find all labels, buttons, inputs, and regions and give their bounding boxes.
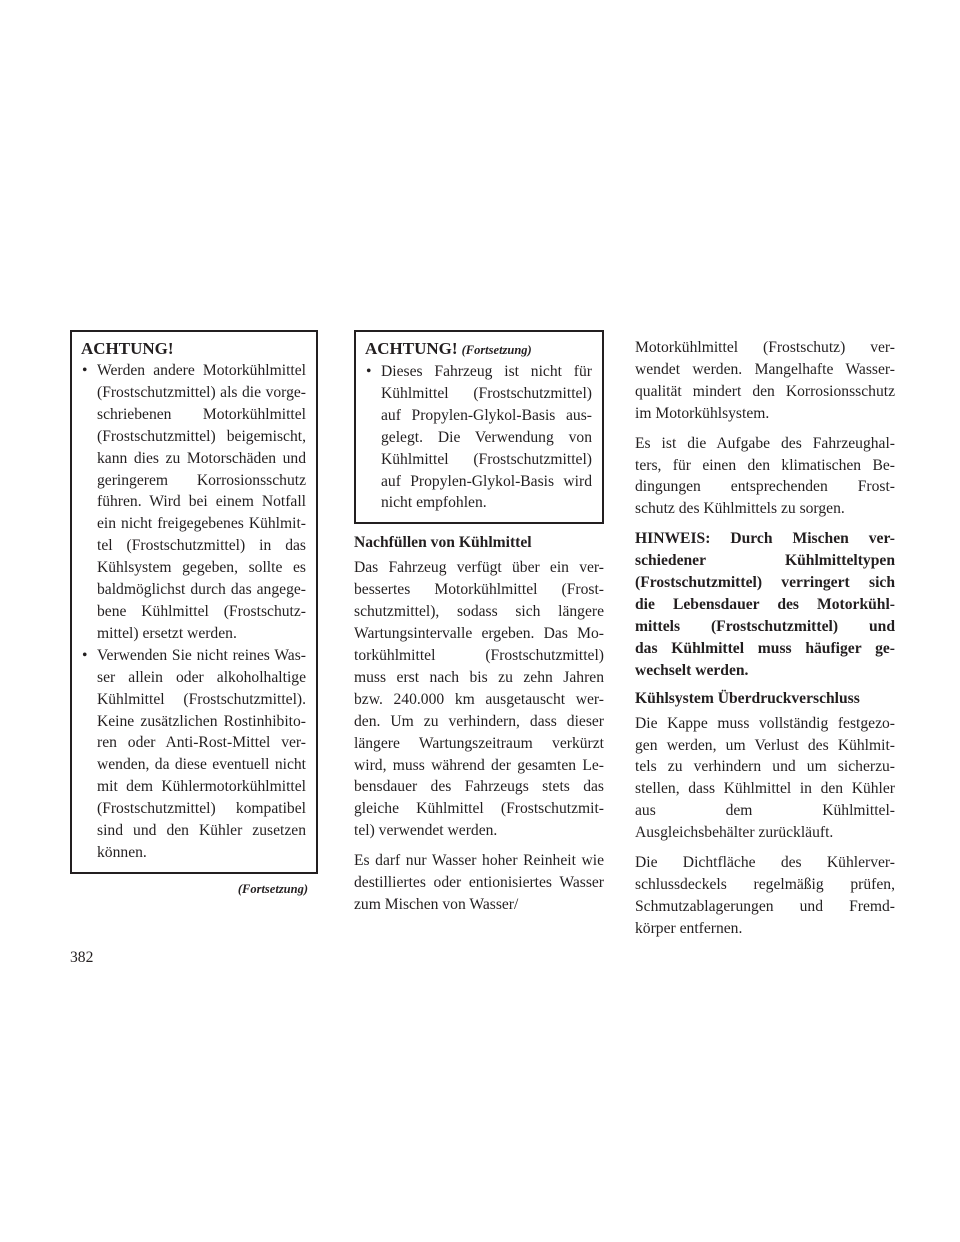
text-line: Es darf nur Wasser hoher Reinheit wie [354, 852, 604, 870]
text-line: mit dem Kühlermotorkühlmittel [97, 778, 306, 796]
text-line: ren oder Anti-Rost-Mittel ver- [97, 734, 306, 752]
text-line: aus dem Kühlmittel- [635, 802, 895, 820]
text-line: • Verwenden Sie nicht reines Was- [97, 646, 306, 664]
column-3 [635, 337, 895, 940]
text-line: wechselt werden. [635, 661, 749, 679]
text-line: Kühlsystem gegeben, sollte es [97, 559, 306, 577]
text-line: wendet werden. Mangelhafte Wasser- [635, 360, 895, 378]
paragraph [635, 713, 895, 844]
text-line: ein nicht freigegebenes Kühlmit- [97, 515, 306, 533]
text-line: destilliertes oder entionisiertes Wasser [354, 874, 604, 892]
text-line: schutz des Kühlmittels zu sorgen. [635, 500, 845, 518]
text-line: ters, für einen den klimatischen Be- [635, 456, 895, 474]
text-line: tel) verwendet werden. [354, 822, 498, 840]
text-line: das Kühlmittel muss häufiger ge- [635, 639, 895, 657]
column-2 [354, 330, 604, 916]
text-line: Ausgleichsbehälter zurückläuft. [635, 824, 834, 842]
text-line: qualität mindert den Korrosionsschutz [635, 382, 895, 400]
section-heading: Nachfüllen von Kühlmittel [354, 534, 532, 552]
paragraph [635, 852, 895, 940]
text-line: • Werden andere Motorkühlmittel [97, 362, 306, 379]
bullet-item [81, 360, 306, 645]
text-line: schlussdeckels regelmäßig prüfen, [635, 875, 895, 893]
paragraph [354, 557, 604, 842]
text-line: auf Propylen-Glykol-Basis aus- [381, 406, 592, 424]
warning-title [365, 338, 592, 361]
text-line: Motorkühlmittel (Frostschutz) ver- [635, 339, 895, 356]
warning-box [70, 330, 318, 874]
text-line: Das Fahrzeug verfügt über ein ver- [354, 559, 604, 577]
text-line: mittel) ersetzt werden. [97, 624, 237, 642]
text-line: geringerem Korrosionsschutz [97, 471, 306, 489]
text-line: ser allein oder alkoholhaltige [97, 668, 306, 686]
text-line: kann dies zu Motorschäden und [97, 449, 306, 467]
text-line: gleiche Kühlmittel (Frostschutzmit- [354, 800, 604, 818]
bullet-item [365, 361, 592, 514]
continued-suffix: (Fortsetzung) [461, 343, 532, 357]
section-heading: Kühlsystem Überdruckverschluss [635, 689, 860, 707]
text-line: nicht empfohlen. [381, 494, 487, 512]
warning-title: ACHTUNG! [81, 339, 174, 358]
text-line: körper entfernen. [635, 919, 743, 937]
paragraph [354, 850, 604, 916]
text-line: Kühlmittel (Frostschutzmittel). [97, 690, 306, 708]
text-line: sind und den Kühler zusetzen [97, 822, 306, 840]
text-line: im Motorkühlsystem. [635, 404, 770, 422]
text-line: Die Dichtfläche des Kühlerver- [635, 854, 895, 872]
text-line: tel (Frostschutzmittel) in das [97, 537, 306, 555]
text-line: tels zu verhindern und um sicherzu- [635, 758, 895, 776]
text-line: Schmutzablagerungen und Fremd- [635, 897, 895, 915]
text-line: schutzmittel), sodass sich längere [354, 603, 604, 621]
text-line: bessertes Motorkühlmittel (Frost- [354, 581, 604, 599]
text-line: wenden, da diese eventuell nicht [97, 756, 306, 774]
bullet-item [81, 645, 306, 864]
paragraph [635, 433, 895, 521]
text-line: auf Propylen-Glykol-Basis wird [381, 472, 592, 490]
text-line: HINWEIS: Durch Mischen ver- [635, 530, 895, 548]
text-line: wird, muss während der gesamten Le- [354, 756, 604, 774]
text-line: Kühlmittel (Frostschutzmittel) [381, 450, 592, 468]
text-line: bensdauer des Fahrzeugs stets das [354, 778, 604, 796]
text-line: führen. Wird bei einem Notfall [97, 493, 306, 511]
text-line: Es ist die Aufgabe des Fahrzeughal- [635, 434, 895, 452]
page-number: 382 [70, 949, 94, 966]
text-line: baldmöglichst durch das angege- [97, 581, 306, 599]
text-line: dingungen entsprechenden Frost- [635, 478, 895, 496]
text-line: stellen, dass Kühlmittel in den Kühler [635, 780, 895, 798]
warning-box-continued [354, 330, 604, 524]
text-line: gen werden, um Verlust des Kühlmit- [635, 736, 895, 754]
text-line: die Lebensdauer des Motorkühl- [635, 595, 895, 613]
text-line: (Frostschutzmittel) verringert sich [635, 574, 895, 592]
text-line: (Frostschutzmittel) kompatibel [97, 800, 306, 818]
text-line: längere Wartungszeitraum verkürzt [354, 734, 604, 752]
text-line: muss erst nach bis zu zehn Jahren [354, 668, 604, 686]
text-line: zum Mischen von Wasser/ [354, 895, 519, 913]
text-line: Kühlmittel (Frostschutzmittel) [381, 384, 592, 402]
text-line: • Dieses Fahrzeug ist nicht für [381, 363, 592, 380]
text-line: (Frostschutzmittel) als die vorge- [97, 383, 306, 401]
note-paragraph [635, 528, 895, 681]
text-line: mittels (Frostschutzmittel) und [635, 617, 895, 635]
column-1 [70, 330, 318, 897]
text-line: torkühlmittel (Frostschutzmittel) [354, 646, 604, 664]
continued-label: (Fortsetzung) [237, 881, 308, 896]
text-line: schiedener Kühlmitteltypen [635, 552, 895, 570]
text-line: Keine zusätzlichen Rostinhibito- [97, 712, 306, 730]
text-line: können. [97, 843, 147, 861]
text-line: schriebenen Motorkühlmittel [97, 405, 306, 423]
text-line: bzw. 240.000 km ausgetauscht wer- [354, 690, 604, 708]
text-line: Wartungsintervalle ergeben. Das Mo- [354, 625, 604, 643]
text-line: (Frostschutzmittel) beigemischt, [97, 427, 306, 445]
paragraph [635, 337, 895, 425]
text-line: bene Kühlmittel (Frostschutz- [97, 602, 306, 620]
text-line: den. Um zu verhindern, dass dieser [354, 712, 604, 730]
text-line: Die Kappe muss vollständig festgezo- [635, 714, 895, 732]
text-line: gelegt. Die Verwendung von [381, 428, 592, 446]
warning-title-text: ACHTUNG! [365, 339, 458, 358]
